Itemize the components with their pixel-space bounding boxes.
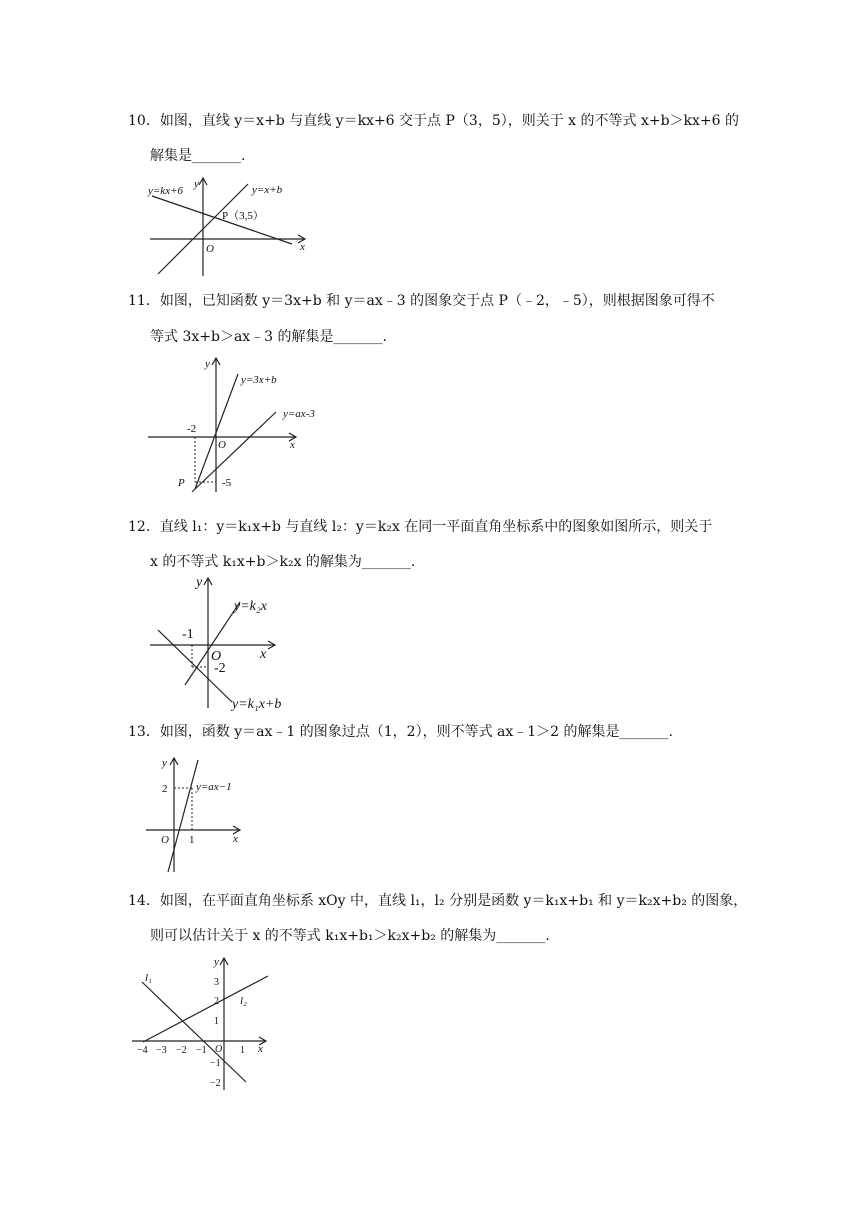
label-x-axis: x <box>300 241 305 253</box>
label-l1: l₁ <box>145 972 152 984</box>
q10-line2: 解集是_______. <box>150 148 246 164</box>
label-x-axis: x <box>233 833 238 845</box>
q11-line1: 11．如图，已知函数 y＝3x+b 和 y＝ax﹣3 的图象交于点 P（﹣2，﹣5），则根据图象可得不 <box>128 293 715 309</box>
line-y-k2x <box>185 602 240 685</box>
label-l2: l₂ <box>240 995 247 1007</box>
q12-figure <box>140 572 330 712</box>
label-line: y=ax−1 <box>196 781 232 793</box>
q14-line2: 则可以估计关于 x 的不等式 k₁x+b₁＞k₂x+b₂ 的解集为_______. <box>150 928 550 944</box>
label-origin: O <box>161 834 169 846</box>
label-point-p: P <box>178 477 185 489</box>
label-line2: y=x+b <box>252 184 283 196</box>
label-origin: O <box>218 439 226 451</box>
line-y-ax-minus-3 <box>192 412 276 492</box>
q11-line2: 等式 3x+b＞ax﹣3 的解集是_______. <box>150 329 387 345</box>
label-line1: y=k₂x <box>234 599 267 614</box>
label-origin: O <box>211 649 222 664</box>
label-line2: y=ax-3 <box>283 408 315 420</box>
label-x-axis: x <box>260 647 267 662</box>
q10-line1: 10．如图，直线 y＝x+b 与直线 y＝kx+6 交于点 P（3，5），则关于 x 的不等式 x+b＞kx+6 的 <box>128 113 740 129</box>
label-y-tick-1: 1 <box>214 1016 219 1027</box>
label-y-axis: y <box>196 575 203 590</box>
label-y-tick-2: 2 <box>214 996 219 1007</box>
label-x-tick: -2 <box>187 423 197 435</box>
label-origin: O <box>215 1044 223 1055</box>
q12-line1: 12．直线 l₁：y＝k₁x+b 与直线 l₂：y＝k₂x 在同一平面直角坐标系中的图象如图所示，则关于 <box>128 519 713 535</box>
q14-line1: 14．如图，在平面直角坐标系 xOy 中，直线 l₁，l₂ 分别是函数 y＝k₁x+b₁ 和 y＝k₂x+b₂ 的图象， <box>128 893 748 909</box>
line-y-ax-minus-1 <box>168 760 198 872</box>
label-y-tick: 2 <box>162 783 168 795</box>
q10-figure <box>140 172 320 280</box>
label-x-tick-1: 1 <box>240 1045 245 1056</box>
line-l2 <box>143 976 268 1042</box>
label-y-tick: -5 <box>222 477 232 489</box>
label-y-axis: y <box>194 178 199 190</box>
label-line2: y=k₁x+b <box>232 697 282 712</box>
label-line1: y=kx+6 <box>148 185 183 197</box>
label-y-tick: -2 <box>214 661 226 676</box>
label-x-tick-neg2: −2 <box>176 1045 187 1056</box>
q11-figure <box>140 352 340 497</box>
label-x-tick: 1 <box>189 834 195 846</box>
label-y-axis: y <box>162 757 167 769</box>
q14-figure <box>128 952 278 1094</box>
label-x-axis: x <box>258 1043 263 1055</box>
label-y-tick-neg2: −2 <box>210 1078 221 1089</box>
label-y-axis: y <box>205 358 210 370</box>
label-x-tick-neg1: −1 <box>196 1045 207 1056</box>
label-y-tick-3: 3 <box>214 977 219 988</box>
label-x-tick: -1 <box>182 627 194 642</box>
label-y-tick-neg1: −1 <box>210 1058 221 1069</box>
label-x-axis: x <box>290 439 295 451</box>
line-l1 <box>142 982 246 1082</box>
q13-figure <box>140 752 280 877</box>
label-y-axis: y <box>214 956 219 968</box>
label-point-p: P（3,5） <box>222 210 264 222</box>
q12-line2: x 的不等式 k₁x+b＞k₂x 的解集为_______. <box>150 554 416 570</box>
q13-line1: 13．如图，函数 y＝ax﹣1 的图象过点（1，2），则不等式 ax﹣1＞2 的解集是_______. <box>128 724 673 740</box>
label-x-tick-neg4: −4 <box>137 1045 148 1056</box>
label-line1: y=3x+b <box>241 374 277 386</box>
label-origin: O <box>206 243 214 255</box>
label-x-tick-neg3: −3 <box>156 1045 167 1056</box>
